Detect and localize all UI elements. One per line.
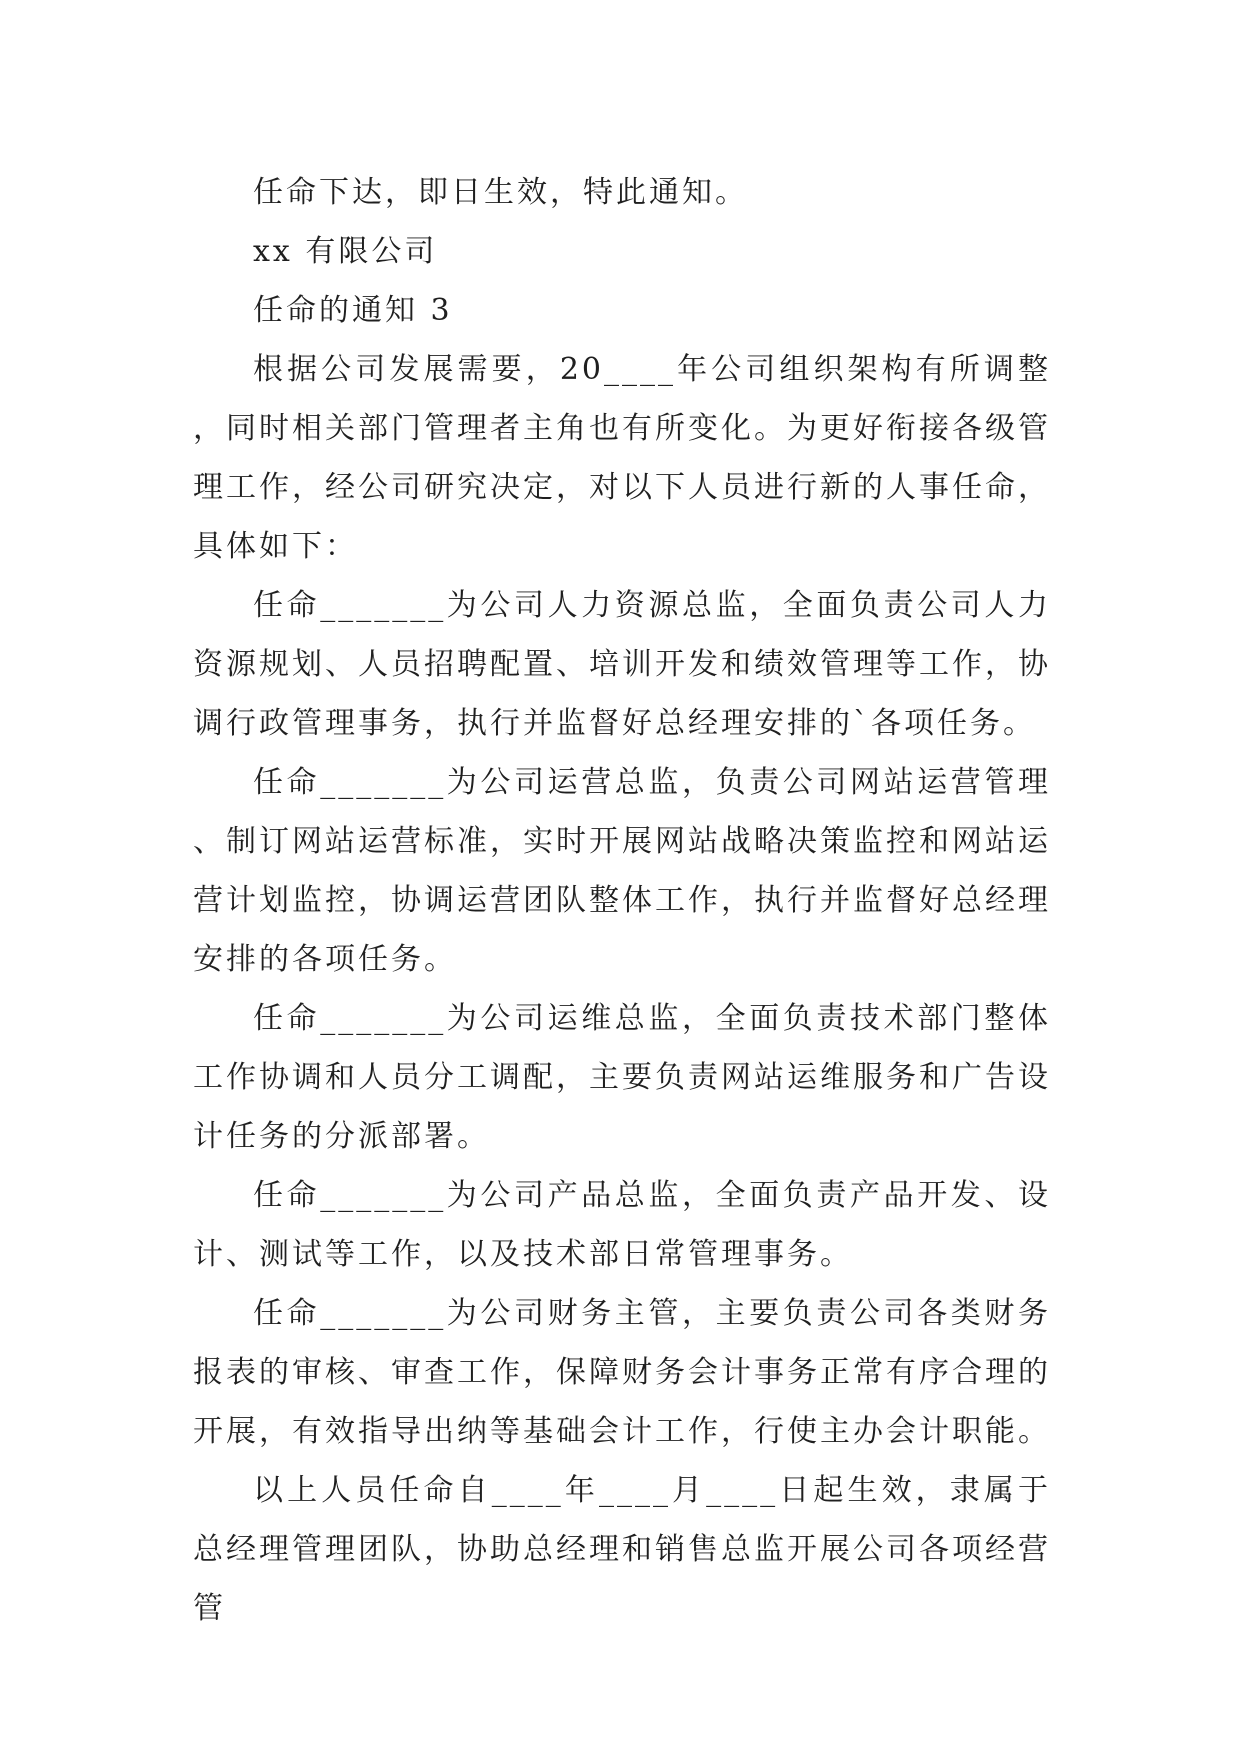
closing-line: 任命下达，即日生效，特此通知。 xyxy=(253,175,748,210)
appointment-finance-supervisor: 任命_______为公司财务主管，主要负责公司各类财务报表的审核、审查工作，保障财务会计事务正常有序合理的开展，有效指导出纳等基础会计工作，行使主办会计职能。 xyxy=(193,1296,1051,1449)
company-signature: xx 有限公司 xyxy=(253,234,438,269)
effective-date-paragraph: 以上人员任命自____年____月____日起生效，隶属于总经理管理团队，协助总经理和销售总监开展公司各项经营管 xyxy=(193,1473,1051,1626)
appointment-hr-director: 任命_______为公司人力资源总监，全面负责公司人力资源规划、人员招聘配置、培训开发和绩效管理等工作，协调行政管理事务，执行并监督好总经理安排的`各项任务。 xyxy=(193,588,1051,741)
appointment-product-director: 任命_______为公司产品总监，全面负责产品开发、设计、测试等工作，以及技术部日常管理事务。 xyxy=(193,1178,1051,1272)
intro-paragraph: 根据公司发展需要，20____年公司组织架构有所调整，同时相关部门管理者主角也有所变化。为更好衔接各级管理工作，经公司研究决定，对以下人员进行新的人事任命，具体如下： xyxy=(193,352,1051,564)
appointment-maintenance-director: 任命_______为公司运维总监，全面负责技术部门整体工作协调和人员分工调配，主要负责网站运维服务和广告设计任务的分派部署。 xyxy=(193,1001,1051,1154)
appointment-operations-director: 任命_______为公司运营总监，负责公司网站运营管理、制订网站运营标准，实时开展网站战略决策监控和网站运营计划监控，协调运营团队整体工作，执行并监督好总经理安排的各项任务。 xyxy=(193,765,1051,977)
document-body xyxy=(193,163,1051,1638)
notice-heading: 任命的通知 3 xyxy=(253,293,453,328)
